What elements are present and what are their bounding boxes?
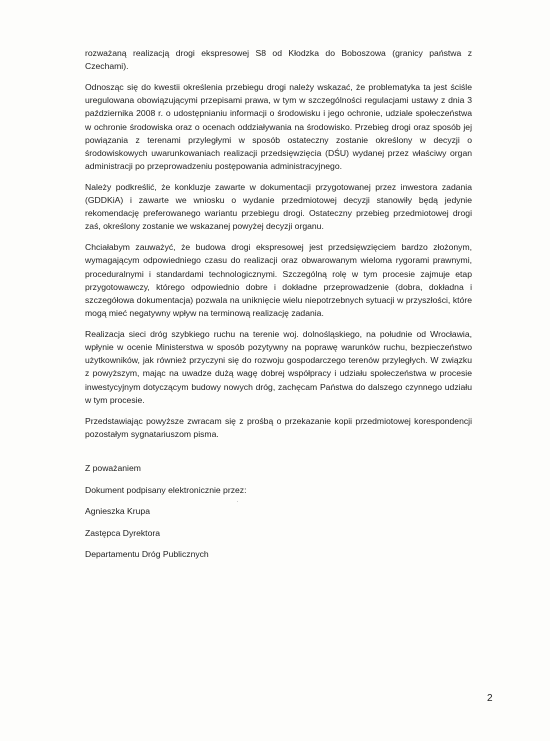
signatory-name: Agnieszka Krupa [85,506,150,517]
signature-block [85,462,472,562]
paragraph-continuation: rozważaną realizacją drogi ekspresowej S8 od Kłodzka do Boboszowa (granicy państwa z Czechami). [85,48,472,72]
signatory-department: Departamentu Dróg Publicznych [85,549,209,560]
paragraph-request: Przedstawiając powyższe zwracam się z prośbą o przekazanie kopii przedmiotowej korespondencji pozostałym sygnatariuszom pisma. [85,415,472,439]
paragraph-regional-benefits: Realizacja sieci dróg szybkiego ruchu na terenie woj. dolnośląskiego, na południe od Wrocławia, wpłynie w ocenie Ministerstwa w sposób pozytywny na poprawę warunków ruchu, bezpieczeństwo użytkowników, jak również przyczyni się do rozwoju gospodarczego terenów przyległych. W związku z powyższym, mając na uwadze dużą wagę dobrej współpracy i udziału społeczeństwa w procesie inwestycyjnym dotyczącym budowy nowych dróg, zachęcam Państwa do dalszego czynnego udziału w tym procesie. [85,328,472,405]
salutation: Z poważaniem [85,462,141,473]
paragraph-preparation-stage: Chciałabym zauważyć, że budowa drogi ekspresowej jest przedsięwzięciem bardzo złożonym, wymagającym odpowiedniego czasu do realizacji oraz obwarowanym wieloma rygorami prawnymi, proceduralnymi i standardami technologicznymi. Szczególną rolę w tym procesie zajmuje etap przygotowawczy, którego odpowiednio dobre i dokładne przeprowadzenie (dobra, dokładna i szczegółowa dokumentacja) pozwala na uniknięcie wielu niepotrzebnych sytuacji w przyszłości, które mogą mieć negatywny wpływ na terminową realizację zadania. [85,242,472,319]
scan-speck [237,501,238,502]
electronic-signature-note: Dokument podpisany elektronicznie przez: [85,484,247,495]
letter-body [85,47,472,570]
signatory-position: Zastępca Dyrektora [85,527,160,538]
page-number: 2 [487,693,493,704]
paragraph-legal-basis: Odnosząc się do kwestii określenia przebiegu drogi należy wskazać, że problematyka ta jest ściśle uregulowana obowiązującymi przepisami prawa, w tym w szczególności regulacjami ustawy z dnia 3 października 2008 r. o udostępnianiu informacji o środowisku i jego ochronie, udziale społeczeństwa w ochronie środowiska oraz o ocenach oddziaływania na środowisko. Przebieg drogi oraz sposób jej powiązania z terenami przyległymi w sposób ostateczny zostanie określony w decyzji o środowiskowych uwarunkowaniach realizacji przedsięwzięcia (DŚU) wydanej przez właściwy organ administracji po przeprowadzeniu postępowania administracyjnego. [85,81,472,172]
paragraph-recommendation: Należy podkreślić, że konkluzje zawarte w dokumentacji przygotowanej przez inwestora zadania (GDDKiA) i zawarte we wniosku o wydanie przedmiotowej decyzji stanowiły będą jedynie rekomendację preferowanego wariantu przebiegu drogi. Ostateczny przebieg przedmiotowej drogi zaś, określony zostanie we wskazanej powyżej decyzji organu. [85,181,472,232]
